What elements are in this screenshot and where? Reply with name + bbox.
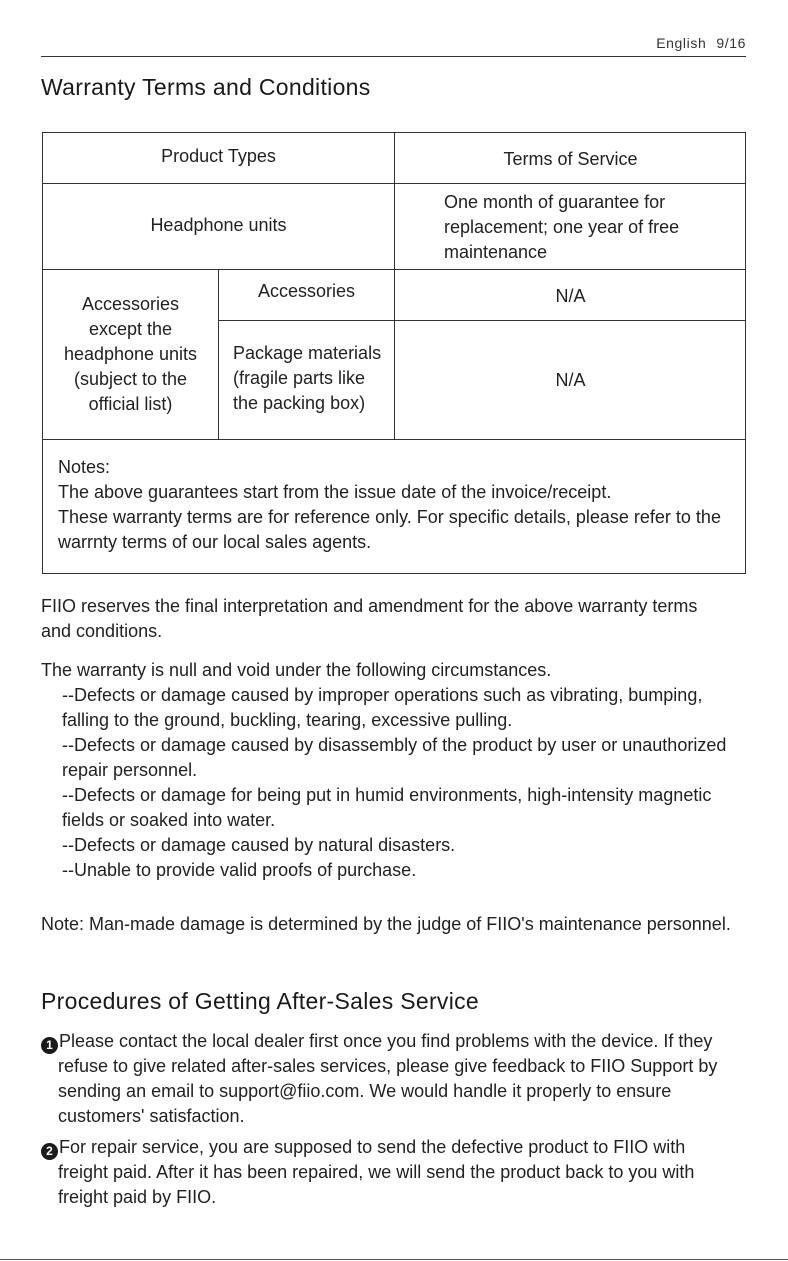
terms-line: maintenance <box>444 242 548 262</box>
paragraph-line: and conditions. <box>41 621 163 641</box>
page-number: 9/16 <box>716 35 746 51</box>
page-header <box>41 34 746 57</box>
procedure-line: sending an email to support@fiio.com. We would handle it properly to ensure <box>58 1081 672 1101</box>
terms-line: One month of guarantee for <box>444 192 666 212</box>
void-item-line: falling to the ground, buckling, tearing, excessive pulling. <box>62 710 513 730</box>
procedure-line: freight paid by FIIO. <box>58 1187 217 1207</box>
page-info <box>656 35 746 51</box>
void-item-line: --Defects or damage caused by disassembly of the product by user or unauthorized <box>62 735 727 755</box>
void-item-line: --Defects or damage caused by natural disasters. <box>62 835 456 855</box>
void-item-line: --Defects or damage caused by improper operations such as vibrating, bumping, <box>62 685 703 705</box>
row-package-sub <box>233 341 398 421</box>
procedure-line <box>41 1029 756 1054</box>
void-item <box>41 683 756 733</box>
group-label-line: official list) <box>88 394 173 414</box>
void-item <box>41 733 756 783</box>
procedure-text: Please contact the local dealer first once you find problems with the device. If they <box>59 1031 713 1051</box>
man-made-damage-note <box>41 912 756 937</box>
notes-line: warrnty terms of our local sales agents. <box>58 532 372 552</box>
notes-line: The above guarantees start from the issue date of the invoice/receipt. <box>58 482 612 502</box>
table-divider <box>43 439 745 440</box>
void-item-line: --Unable to provide valid proofs of purchase. <box>62 860 417 880</box>
row-accessories-terms-text: N/A <box>555 285 586 306</box>
void-item-line: repair personnel. <box>62 760 198 780</box>
procedure-line: freight paid. After it has been repaired, we will send the product back to you with <box>58 1162 695 1182</box>
procedure-line <box>41 1135 756 1160</box>
procedure-step <box>41 1135 756 1210</box>
group-label-line: headphone units <box>63 344 198 364</box>
header-terms-of-service <box>395 133 746 185</box>
group-label-line: except the <box>88 319 173 339</box>
void-circumstances <box>41 658 756 883</box>
group-label-line: (subject to the <box>73 369 188 389</box>
group-label-line: Accessories <box>81 294 180 314</box>
void-item <box>41 783 756 833</box>
row-package-terms-text: N/A <box>555 369 586 390</box>
notes-line: These warranty terms are for reference only. For specific details, please refer to the <box>58 507 721 527</box>
footer-divider <box>0 1259 788 1260</box>
row-headphone-product <box>43 184 394 266</box>
void-item <box>41 858 756 883</box>
procedures-title: Procedures of Getting After-Sales Service <box>41 988 480 1014</box>
reserve-paragraph <box>41 594 756 644</box>
warranty-table <box>42 132 746 574</box>
void-intro: The warranty is null and void under the following circumstances. <box>41 660 552 680</box>
step-number-icon: 1 <box>41 1037 58 1054</box>
note-text: Note: Man-made damage is determined by the judge of FIIO's maintenance personnel. <box>41 914 731 934</box>
row-package-terms <box>395 321 746 439</box>
warranty-title: Warranty Terms and Conditions <box>41 74 371 100</box>
notes-line: Notes: <box>58 457 111 477</box>
void-item-line: fields or soaked into water. <box>62 810 276 830</box>
paragraph-line: FIIO reserves the final interpretation and amendment for the above warranty terms <box>41 596 698 616</box>
row-accessories-sub <box>219 270 394 312</box>
void-item <box>41 833 756 858</box>
row-accessories-label: Accessories <box>257 280 356 301</box>
header-terms-label: Terms of Service <box>503 148 638 169</box>
package-line: the packing box) <box>233 393 366 413</box>
procedure-step <box>41 1029 756 1129</box>
procedure-line: customers' satisfaction. <box>58 1106 245 1126</box>
row-headphone-terms <box>444 190 744 265</box>
header-product-label: Product Types <box>161 146 276 166</box>
terms-line: replacement; one year of free <box>444 217 680 237</box>
table-notes <box>58 455 738 555</box>
accessories-group-label <box>43 270 218 439</box>
language-label: English <box>656 35 707 51</box>
row-accessories-terms <box>395 270 746 322</box>
row-headphone-label: Headphone units <box>150 214 287 235</box>
procedure-line: refuse to give related after-sales services, please give feedback to FIIO Support by <box>58 1056 718 1076</box>
package-line: Package materials <box>233 343 382 363</box>
package-line: (fragile parts like <box>233 368 366 388</box>
void-item-line: --Defects or damage for being put in humid environments, high-intensity magnetic <box>62 785 712 805</box>
procedure-text: For repair service, you are supposed to send the defective product to FIIO with <box>59 1137 686 1157</box>
step-number-icon: 2 <box>41 1143 58 1160</box>
header-product-types <box>43 133 394 180</box>
